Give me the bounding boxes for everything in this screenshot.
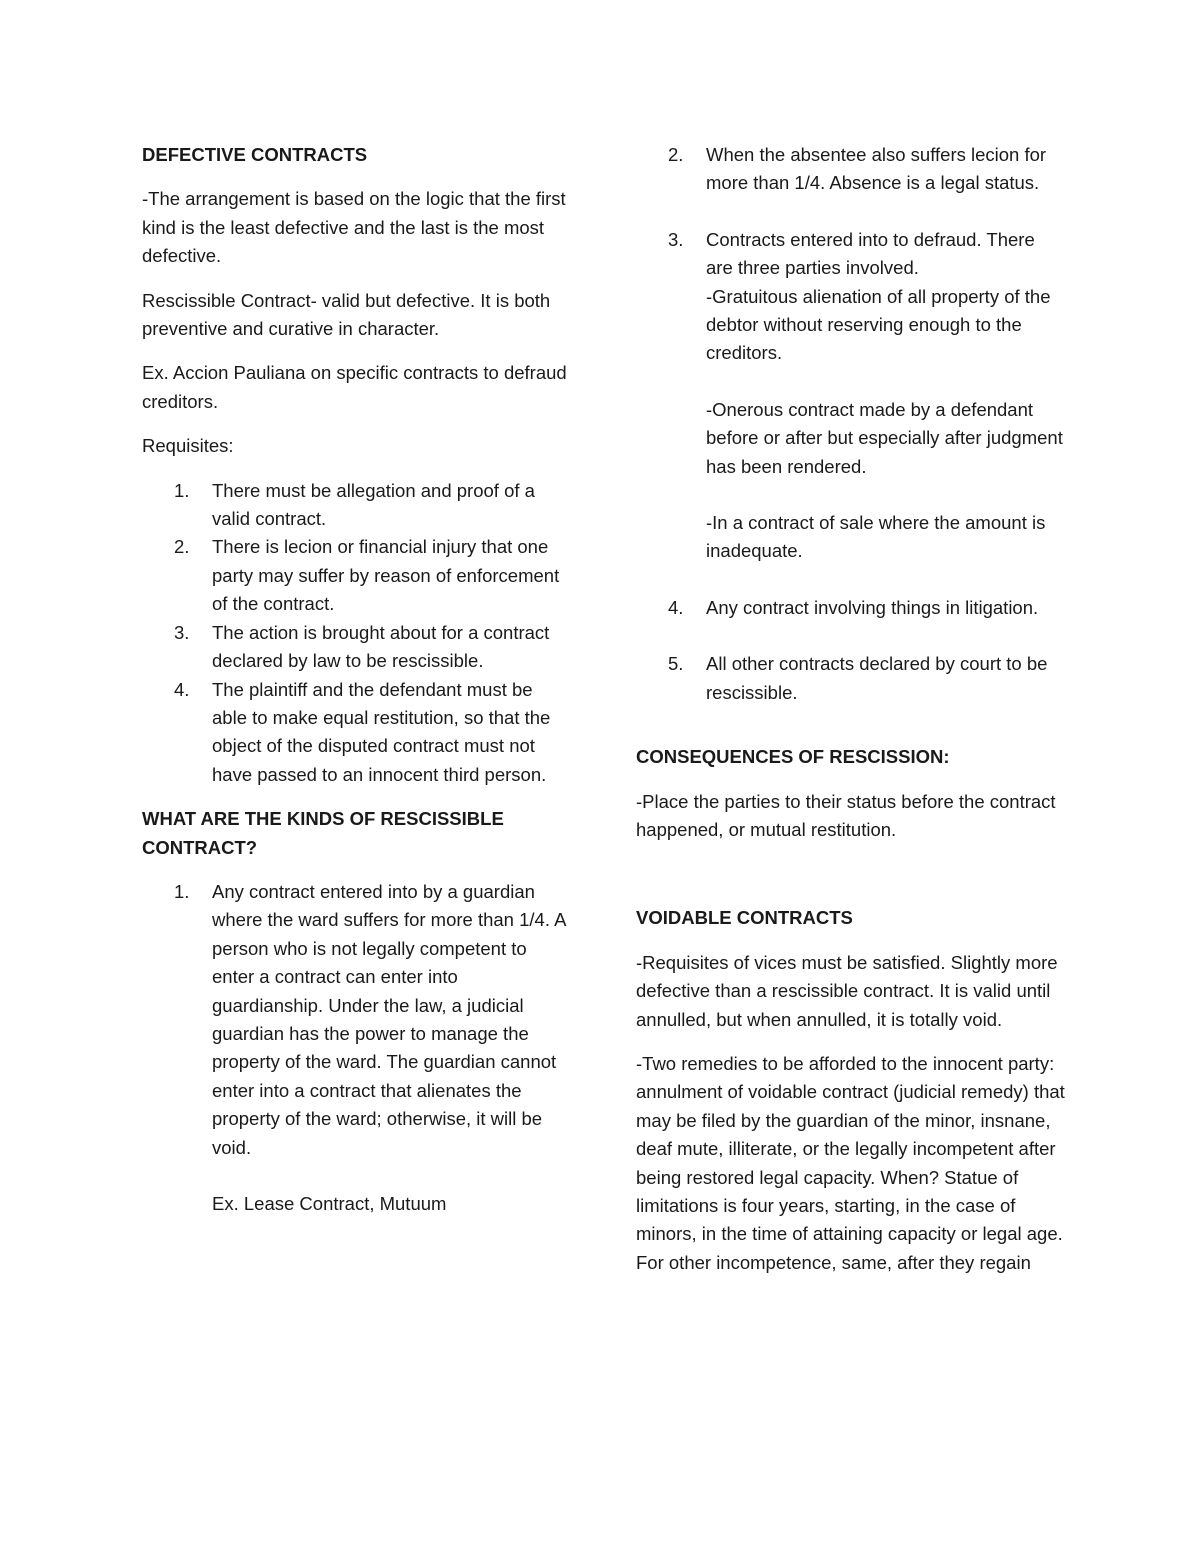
voidable-paragraph-1: -Requisites of vices must be satisfied. Slightly more defective than a rescissible contract. It is valid until annulled, but when annulled, it is totally void.	[636, 951, 1058, 1030]
right-column	[636, 141, 1066, 1277]
kinds-subpoint: -Onerous contract made by a defendant before or after but especially after judgment has been rendered.	[706, 398, 1063, 477]
kinds-item	[636, 226, 1066, 566]
requisite-item	[142, 477, 572, 534]
kinds-item	[142, 878, 572, 1162]
kinds-subpoint: -In a contract of sale where the amount is inadequate.	[706, 512, 1046, 562]
kinds-number: 2.	[668, 144, 684, 165]
requisite-item	[142, 533, 572, 618]
kinds-item	[636, 594, 1066, 622]
requisites-list	[142, 477, 572, 789]
kinds-text: Any contract involving things in litigation.	[706, 596, 1039, 618]
requisite-item	[142, 619, 572, 676]
kinds-item	[636, 650, 1066, 707]
rescissible-definition: Rescissible Contract- valid but defective. It is both preventive and curative in character.	[142, 289, 551, 340]
voidable-paragraph-2: -Two remedies to be afforded to the innocent party: annulment of voidable contract (judicial remedy) that may be filed by the guardian of the minor, insnane, deaf mute, illiterate, or the legally incompetent after being restored legal capacity. When? Statue of limitations is four years, starting, in the case of minors, in the time of attaining capacity or legal age. For other incompetence, same, after they regain	[636, 1052, 1065, 1273]
kinds-subpoint: -Gratuitous alienation of all property of the debtor without reserving enough to the creditors.	[706, 285, 1051, 364]
lease-mutuum-example: Ex. Lease Contract, Mutuum	[212, 1193, 447, 1214]
heading-voidable-contracts: VOIDABLE CONTRACTS	[636, 907, 853, 929]
kinds-number: 4.	[668, 596, 684, 618]
intro-paragraph: -The arrangement is based on the logic that the first kind is the least defective and the last is the most defective.	[142, 188, 566, 267]
heading-defective-contracts: DEFECTIVE CONTRACTS	[142, 144, 368, 165]
requisite-number: 4.	[174, 678, 190, 700]
kinds-text: All other contracts declared by court to be rescissible.	[706, 653, 1048, 703]
kinds-number: 1.	[174, 880, 190, 902]
kinds-list	[142, 878, 572, 1162]
accion-pauliana-example: Ex. Accion Pauliana on specific contracts to defraud creditors.	[142, 362, 567, 412]
kinds-number: 5.	[668, 653, 684, 675]
heading-consequences: CONSEQUENCES OF RESCISSION:	[636, 746, 950, 768]
requisite-text: There is lecion or financial injury that one party may suffer by reason of enforcement of the contract.	[212, 536, 560, 615]
requisites-label: Requisites:	[142, 435, 234, 457]
requisite-number: 3.	[174, 621, 190, 643]
consequences-paragraph: -Place the parties to their status before the contract happened, or mutual restitution.	[636, 790, 1056, 840]
kinds-text: Any contract entered into by a guardian where the ward suffers for more than 1/4. A person who is not legally competent to enter a contract can enter into guardianship. Under the law, a judicial guardian has the power to manage the property of the ward. The guardian cannot enter into a contract that alienates the property of the ward; otherwise, it will be void.	[212, 880, 566, 1158]
requisite-text: The plaintiff and the defendant must be able to make equal restitution, so that the object of the disputed contract must not have passed to an innocent third person.	[212, 678, 551, 785]
heading-kinds-rescissible: WHAT ARE THE KINDS OF RESCISSIBLE CONTRACT?	[142, 808, 504, 858]
kinds-text: Contracts entered into to defraud. There are three parties involved.	[706, 228, 1035, 279]
left-column	[142, 141, 572, 1218]
requisite-item	[142, 676, 572, 790]
kinds-list-continued	[636, 141, 1066, 707]
requisite-text: The action is brought about for a contract declared by law to be rescissible.	[212, 621, 550, 672]
kinds-item	[636, 141, 1066, 198]
requisite-number: 1.	[174, 479, 190, 501]
kinds-number: 3.	[668, 228, 684, 250]
kinds-text: When the absentee also suffers lecion for more than 1/4. Absence is a legal status.	[706, 144, 1047, 194]
requisite-number: 2.	[174, 536, 190, 558]
requisite-text: There must be allegation and proof of a valid contract.	[212, 479, 535, 530]
